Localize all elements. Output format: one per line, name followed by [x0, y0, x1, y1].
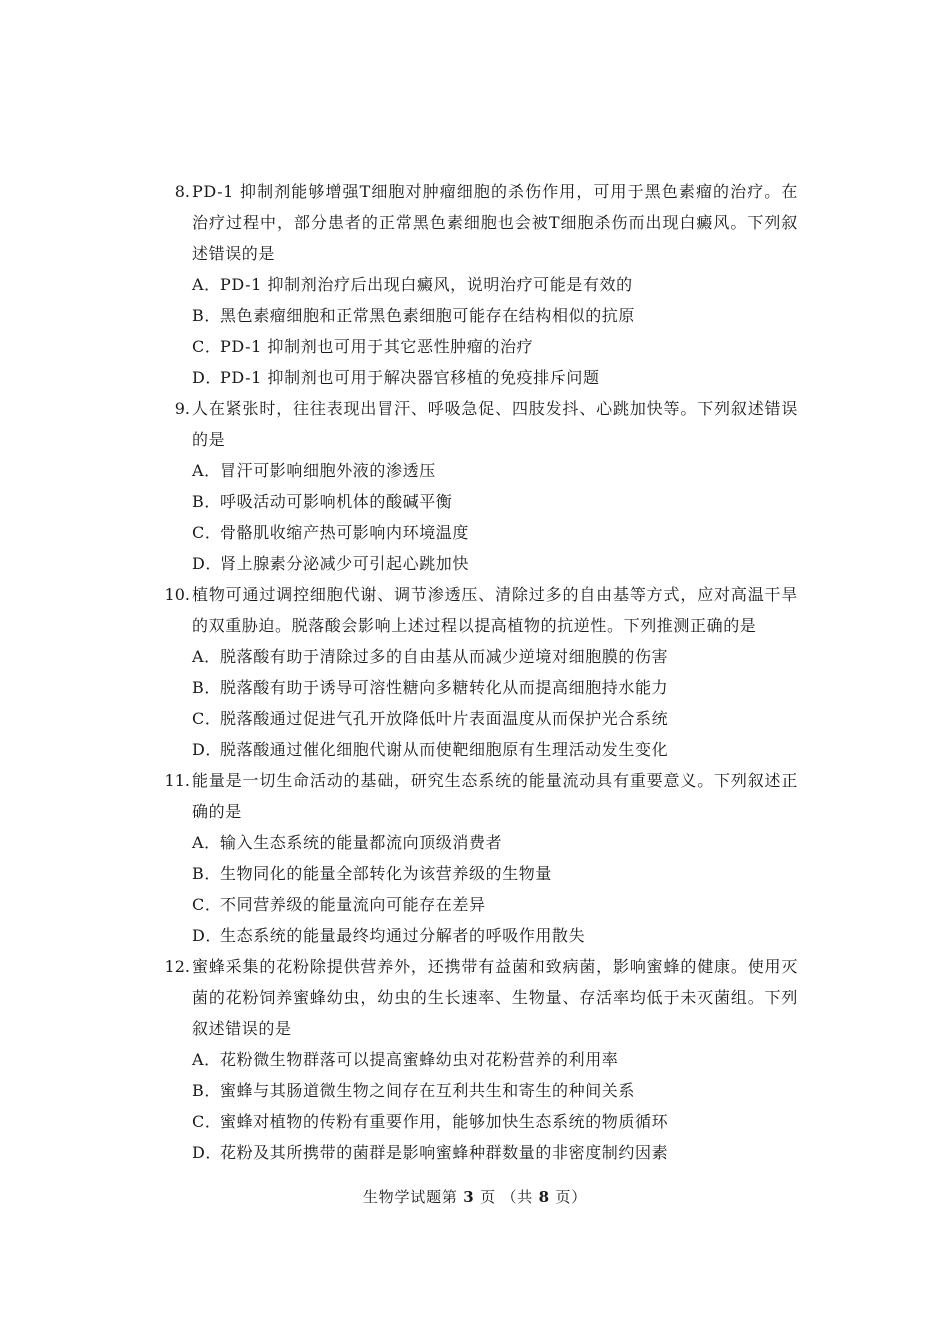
option-letter: C．: [192, 523, 222, 542]
question-number: 8.: [174, 182, 190, 201]
question-12: [158, 951, 798, 1168]
option-d: [158, 548, 798, 579]
footer-page-unit: 页: [480, 1188, 496, 1206]
option-text: PD-1 抑制剂治疗后出现白癜风，说明治疗可能是有效的: [220, 275, 633, 294]
option-letter: D．: [192, 740, 223, 759]
option-c: [158, 1106, 798, 1137]
question-8: [158, 176, 798, 393]
option-a: [158, 1044, 798, 1075]
option-letter: D．: [192, 368, 223, 387]
option-text: 黑色素瘤细胞和正常黑色素细胞可能存在结构相似的抗原: [220, 306, 636, 325]
footer-page-number: 3: [463, 1188, 475, 1206]
question-number: 12.: [164, 957, 190, 976]
question-text: 植物可通过调控细胞代谢、调节渗透压、清除过多的自由基等方式，应对高温干旱的双重胁迫。脱落酸会影响上述过程以提高植物的抗逆性。下列推测正确的是: [192, 585, 798, 635]
option-c: [158, 889, 798, 920]
option-text: 肾上腺素分泌减少可引起心跳加快: [220, 554, 470, 573]
question-text: 能量是一切生命活动的基础，研究生态系统的能量流动具有重要意义。下列叙述正确的是: [192, 771, 798, 821]
question-number: 10.: [164, 585, 190, 604]
option-text: 蜜蜂对植物的传粉有重要作用，能够加快生态系统的物质循环: [220, 1112, 669, 1131]
question-stem: [158, 579, 798, 641]
option-letter: C．: [192, 337, 222, 356]
footer-subject: 生物学试题第: [362, 1188, 458, 1206]
option-text: 脱落酸有助于诱导可溶性糖向多糖转化从而提高细胞持水能力: [220, 678, 669, 697]
option-text: 输入生态系统的能量都流向顶级消费者: [220, 833, 503, 852]
footer-total-suffix: 页）: [555, 1188, 588, 1206]
option-list: [158, 1044, 798, 1168]
question-list: [158, 176, 798, 1168]
option-text: 冒汗可影响细胞外液的渗透压: [220, 461, 436, 480]
option-list: [158, 455, 798, 579]
option-b: [158, 858, 798, 889]
question-text: 蜜蜂采集的花粉除提供营养外，还携带有益菌和致病菌，影响蜜蜂的健康。使用灭菌的花粉饲养蜜蜂幼虫，幼虫的生长速率、生物量、存活率均低于未灭菌组。下列叙述错误的是: [192, 957, 798, 1038]
option-letter: D．: [192, 926, 223, 945]
option-text: 骨骼肌收缩产热可影响内环境温度: [220, 523, 470, 542]
footer-total-pages: 8: [538, 1188, 550, 1206]
option-c: [158, 331, 798, 362]
question-9: [158, 393, 798, 579]
option-letter: A．: [192, 1050, 221, 1069]
option-text: 不同营养级的能量流向可能存在差异: [220, 895, 486, 914]
option-letter: B．: [192, 1081, 221, 1100]
option-letter: C．: [192, 709, 222, 728]
question-stem: [158, 393, 798, 455]
option-a: [158, 455, 798, 486]
option-letter: A．: [192, 647, 221, 666]
option-text: 生态系统的能量最终均通过分解者的呼吸作用散失: [220, 926, 586, 945]
option-a: [158, 641, 798, 672]
option-a: [158, 269, 798, 300]
option-b: [158, 1075, 798, 1106]
option-text: 蜜蜂与其肠道微生物之间存在互利共生和寄生的种间关系: [220, 1081, 636, 1100]
option-c: [158, 703, 798, 734]
option-text: PD-1 抑制剂也可用于其它恶性肿瘤的治疗: [220, 337, 534, 356]
option-letter: B．: [192, 306, 221, 325]
option-letter: A．: [192, 275, 221, 294]
option-text: 花粉微生物群落可以提高蜜蜂幼虫对花粉营养的利用率: [220, 1050, 619, 1069]
option-letter: C．: [192, 895, 222, 914]
option-letter: B．: [192, 678, 221, 697]
option-text: 生物同化的能量全部转化为该营养级的生物量: [220, 864, 553, 883]
option-letter: A．: [192, 461, 221, 480]
option-letter: C．: [192, 1112, 222, 1131]
option-text: 脱落酸通过催化细胞代谢从而使靶细胞原有生理活动发生变化: [220, 740, 669, 759]
question-11: [158, 765, 798, 951]
option-c: [158, 517, 798, 548]
option-text: 脱落酸有助于清除过多的自由基从而减少逆境对细胞膜的伤害: [220, 647, 669, 666]
question-stem: [158, 951, 798, 1044]
question-text: 人在紧张时，往往表现出冒汗、呼吸急促、四肢发抖、心跳加快等。下列叙述错误的是: [192, 399, 798, 449]
question-stem: [158, 765, 798, 827]
option-list: [158, 641, 798, 765]
option-text: 呼吸活动可影响机体的酸碱平衡: [220, 492, 453, 511]
option-b: [158, 300, 798, 331]
option-letter: D．: [192, 554, 223, 573]
option-d: [158, 734, 798, 765]
question-number: 9.: [174, 399, 190, 418]
option-b: [158, 672, 798, 703]
option-letter: D．: [192, 1143, 223, 1162]
option-d: [158, 1137, 798, 1168]
option-text: 脱落酸通过促进气孔开放降低叶片表面温度从而保护光合系统: [220, 709, 669, 728]
option-text: 花粉及其所携带的菌群是影响蜜蜂种群数量的非密度制约因素: [220, 1143, 669, 1162]
option-d: [158, 362, 798, 393]
option-b: [158, 486, 798, 517]
page-footer: [0, 1186, 950, 1207]
question-stem: [158, 176, 798, 269]
option-list: [158, 827, 798, 951]
option-letter: A．: [192, 833, 221, 852]
option-a: [158, 827, 798, 858]
option-letter: B．: [192, 864, 221, 883]
option-list: [158, 269, 798, 393]
option-text: PD-1 抑制剂也可用于解决器官移植的免疫排斥问题: [220, 368, 600, 387]
option-letter: B．: [192, 492, 221, 511]
question-number: 11.: [164, 771, 190, 790]
question-text: PD-1 抑制剂能够增强T细胞对肿瘤细胞的杀伤作用，可用于黑色素瘤的治疗。在治疗过程中，部分患者的正常黑色素细胞也会被T细胞杀伤而出现白癜风。下列叙述错误的是: [192, 182, 798, 263]
option-d: [158, 920, 798, 951]
footer-total-prefix: （共: [501, 1188, 534, 1206]
question-10: [158, 579, 798, 765]
